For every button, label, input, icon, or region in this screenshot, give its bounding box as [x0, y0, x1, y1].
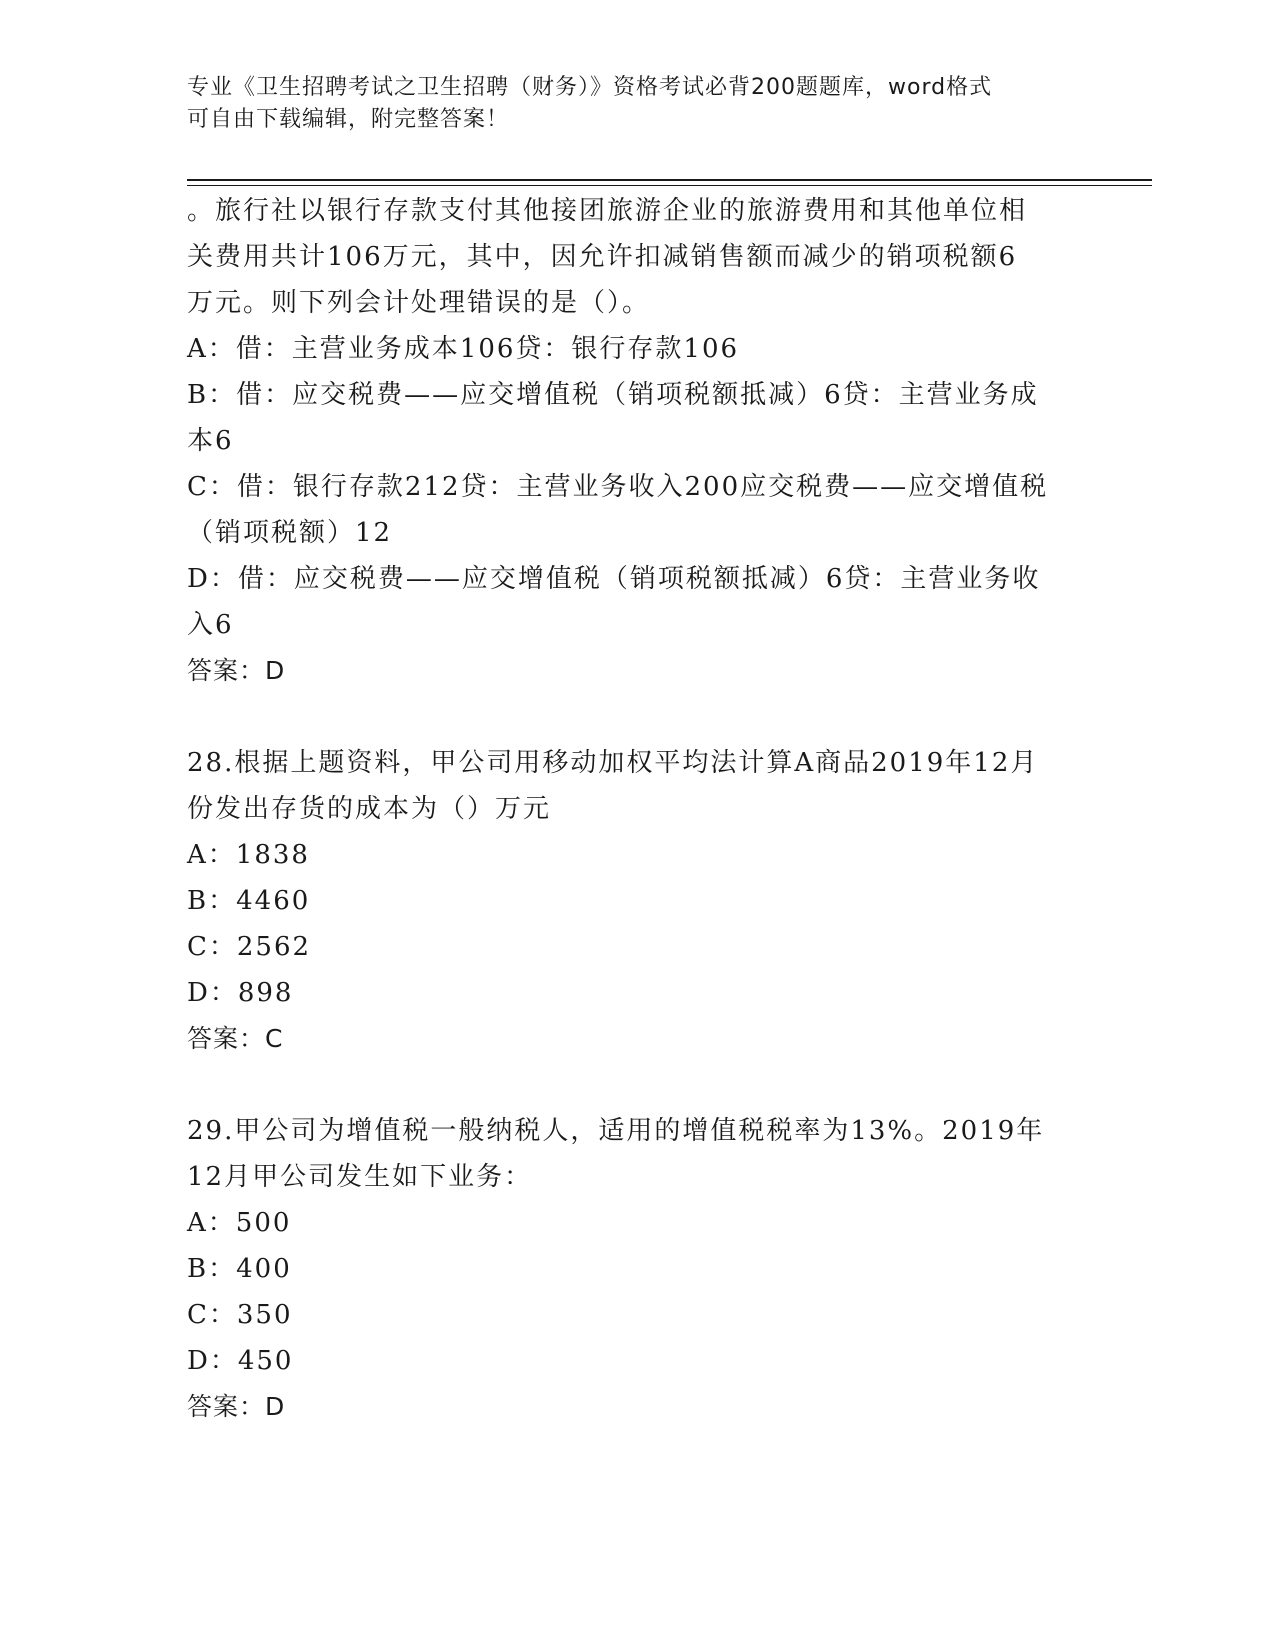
document-header [187, 72, 1087, 136]
option-c: C：借：银行存款212贷：主营业务收入200应交税费——应交增值税 [187, 472, 1049, 502]
question-stem-line: 28.根据上题资料，甲公司用移动加权平均法计算A商品2019年12月 [187, 748, 1039, 778]
question-stem-line: 份发出存货的成本为（）万元 [187, 794, 552, 824]
question-list [187, 188, 1087, 1430]
option-b: B：4460 [187, 886, 311, 916]
option-a: A：1838 [187, 840, 310, 870]
question-27 [187, 188, 1087, 694]
question-stem-line: 关费用共计106万元，其中，因允许扣减销售额而减少的销项税额6 [187, 242, 1018, 272]
option-d-continued: 入6 [187, 610, 234, 640]
option-d: D：450 [187, 1346, 294, 1376]
option-b: B：借：应交税费——应交增值税（销项税额抵减）6贷：主营业务成 [187, 380, 1039, 410]
option-c: C：2562 [187, 932, 312, 962]
question-stem-line: 。旅行社以银行存款支付其他接团旅游企业的旅游费用和其他单位相 [187, 196, 1028, 226]
option-c: C：350 [187, 1300, 293, 1330]
question-stem-line: 万元。则下列会计处理错误的是（）。 [187, 288, 651, 318]
option-b: B：400 [187, 1254, 292, 1284]
question-stem-line: 29.甲公司为增值税一般纳税人，适用的增值税税率为13%。2019年 [187, 1116, 1045, 1146]
option-b-continued: 本6 [187, 426, 234, 456]
header-rule-thin [187, 185, 1152, 186]
question-stem-line: 12月甲公司发生如下业务： [187, 1162, 533, 1192]
header-title-line-1: 专业《卫生招聘考试之卫生招聘（财务）》资格考试必背200题题库，word格式 [187, 75, 993, 100]
question-spacer [187, 1062, 1087, 1108]
header-rule-thick [187, 179, 1152, 181]
option-a: A：借：主营业务成本106贷：银行存款106 [187, 334, 740, 364]
answer: 答案：C [187, 1024, 284, 1053]
header-title-line-2: 可自由下载编辑，附完整答案！ [187, 107, 510, 132]
option-d: D：借：应交税费——应交增值税（销项税额抵减）6贷：主营业务收 [187, 564, 1041, 594]
option-a: A：500 [187, 1208, 292, 1238]
option-d: D：898 [187, 978, 294, 1008]
question-spacer [187, 694, 1087, 740]
answer: 答案：D [187, 656, 286, 685]
answer: 答案：D [187, 1392, 286, 1421]
question-29 [187, 1108, 1087, 1430]
question-28 [187, 740, 1087, 1062]
option-c-continued: （销项税额）12 [187, 518, 393, 548]
